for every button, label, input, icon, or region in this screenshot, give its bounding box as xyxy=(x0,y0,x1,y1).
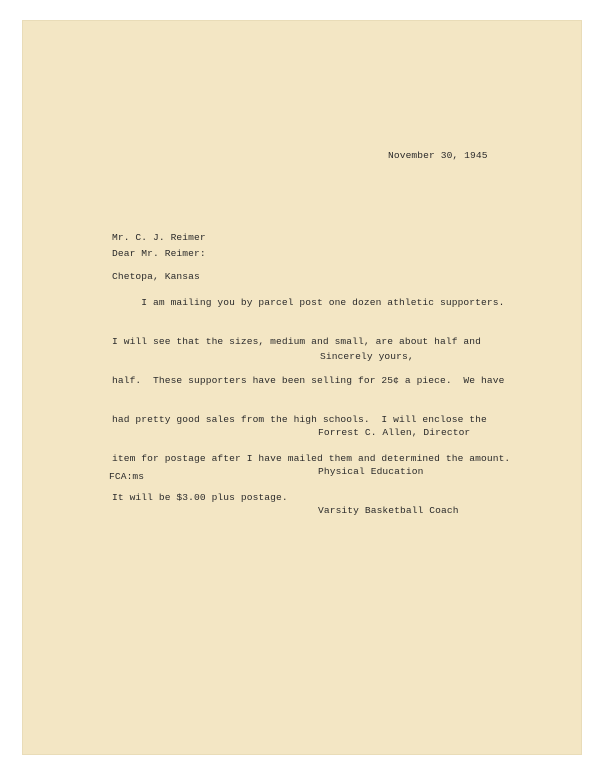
letter-page xyxy=(22,20,582,755)
signature-line: Physical Education xyxy=(318,466,424,477)
body-line: I am mailing you by parcel post one dozen athletic supporters. xyxy=(112,297,505,308)
signature-line: Varsity Basketball Coach xyxy=(318,505,459,516)
body-line: half. These supporters have been selling for 25¢ a piece. We have xyxy=(112,375,505,386)
body-line: It will be $3.00 plus postage. xyxy=(112,492,288,503)
signature-block xyxy=(318,400,470,543)
closing: Sincerely yours, xyxy=(320,351,414,362)
body-line: had pretty good sales from the high schools. I will enclose the xyxy=(112,414,487,425)
salutation: Dear Mr. Reimer: xyxy=(112,248,206,259)
recipient-name: Mr. C. J. Reimer xyxy=(112,232,206,243)
signature-line: Forrest C. Allen, Director xyxy=(318,427,471,438)
letter-date: November 30, 1945 xyxy=(388,150,488,161)
recipient-location: Chetopa, Kansas xyxy=(112,271,200,282)
reference-initials: FCA:ms xyxy=(109,471,145,482)
body-line: item for postage after I have mailed them and determined the amount. xyxy=(112,453,511,464)
body-line: I will see that the sizes, medium and small, are about half and xyxy=(112,336,482,347)
